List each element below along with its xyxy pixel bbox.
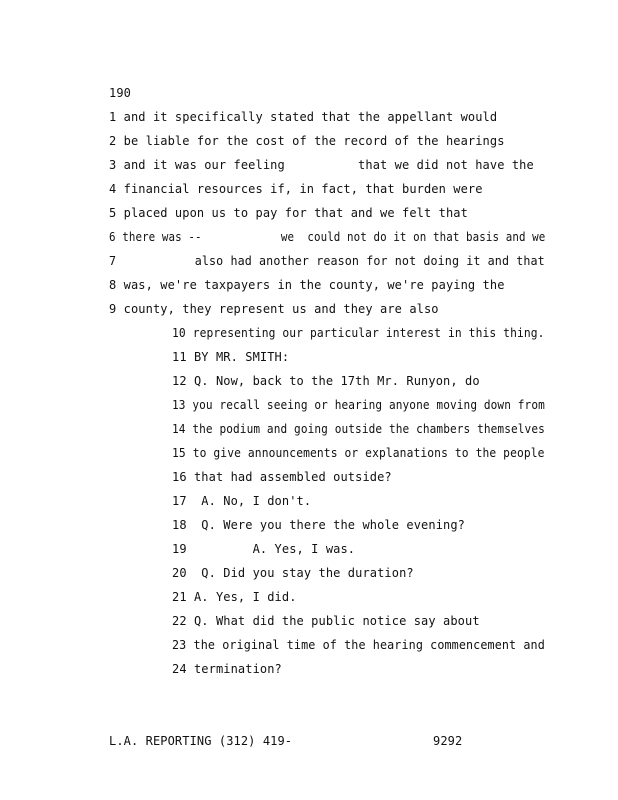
transcript-line: [109, 206, 468, 220]
line-text: that had assembled outside?: [193, 470, 392, 484]
transcript-line: [109, 110, 497, 124]
line-number: 10: [172, 326, 186, 340]
transcript-line: [172, 374, 480, 388]
transcript-line: [109, 254, 545, 268]
line-text: placed upon us to pay for that and we felt that: [123, 206, 468, 220]
page-number: 190: [109, 86, 131, 100]
line-text: financial resources if, in fact, that burden were: [123, 182, 483, 196]
line-number: 3: [109, 158, 117, 172]
transcript-line: [172, 638, 545, 652]
line-text: A. Yes, I did.: [193, 590, 297, 604]
line-number: 9: [109, 302, 117, 316]
transcript-line: [109, 230, 545, 244]
transcript-line: [109, 158, 534, 172]
line-number: 2: [109, 134, 117, 148]
line-number: 19: [172, 542, 187, 556]
line-text: A. Yes, I was.: [193, 542, 356, 556]
line-number: 16: [172, 470, 187, 484]
transcript-line: [109, 134, 505, 148]
line-text: and it was our feeling that we did not have the: [123, 158, 534, 172]
line-text: Q. What did the public notice say about: [193, 614, 480, 628]
line-text: termination?: [193, 662, 282, 676]
line-text: you recall seeing or hearing anyone moving down from: [192, 398, 545, 412]
transcript-line: [172, 350, 289, 364]
line-number: 20: [172, 566, 187, 580]
transcript-line: [172, 398, 545, 412]
footer-number: 9292: [433, 734, 463, 748]
line-text: BY MR. SMITH:: [193, 350, 290, 364]
transcript-line: [109, 302, 439, 316]
line-number: 13: [172, 398, 186, 412]
line-text: also had another reason for not doing it and that: [123, 254, 545, 268]
line-number: 12: [172, 374, 187, 388]
line-text: representing our particular interest in this thing.: [192, 326, 545, 340]
transcript-line: [172, 326, 545, 340]
line-text: to give announcements or explanations to the people: [192, 446, 545, 460]
line-number: 5: [109, 206, 117, 220]
line-text: A. No, I don't.: [193, 494, 312, 508]
line-number: 22: [172, 614, 187, 628]
line-number: 15: [172, 446, 186, 460]
line-number: 6: [109, 230, 116, 244]
line-number: 1: [109, 110, 117, 124]
line-text: Q. Now, back to the 17th Mr. Runyon, do: [193, 374, 480, 388]
line-text: Q. Did you stay the duration?: [193, 566, 414, 580]
transcript-line: [172, 446, 545, 460]
line-number: 24: [172, 662, 187, 676]
line-number: 4: [109, 182, 117, 196]
line-number: 21: [172, 590, 187, 604]
transcript-line: [172, 422, 545, 436]
transcript-line: [172, 494, 311, 508]
line-text: was, we're taxpayers in the county, we're paying the: [123, 278, 505, 292]
line-text: be liable for the cost of the record of the hearings: [123, 134, 505, 148]
line-text: there was -- we could not do it on that basis and we: [122, 230, 546, 244]
transcript-line: [172, 590, 297, 604]
line-number: 7: [109, 254, 117, 268]
transcript-line: [172, 542, 355, 556]
line-number: 18: [172, 518, 187, 532]
line-number: 8: [109, 278, 117, 292]
transcript-line: [109, 182, 483, 196]
line-text: county, they represent us and they are also: [123, 302, 439, 316]
line-text: and it specifically stated that the appellant would: [123, 110, 498, 124]
transcript-line: [109, 278, 505, 292]
line-number: 17: [172, 494, 187, 508]
footer-reporter: L.A. REPORTING (312) 419-: [109, 734, 293, 748]
transcript-line: [172, 566, 414, 580]
line-number: 14: [172, 422, 186, 436]
line-number: 11: [172, 350, 187, 364]
line-text: the podium and going outside the chambers themselves: [192, 422, 545, 436]
transcript-line: [172, 470, 392, 484]
transcript-line: [172, 614, 480, 628]
line-number: 23: [172, 638, 187, 652]
line-text: the original time of the hearing commencement and: [193, 638, 545, 652]
transcript-line: [172, 662, 282, 676]
transcript-line: [172, 518, 465, 532]
line-text: Q. Were you there the whole evening?: [193, 518, 465, 532]
